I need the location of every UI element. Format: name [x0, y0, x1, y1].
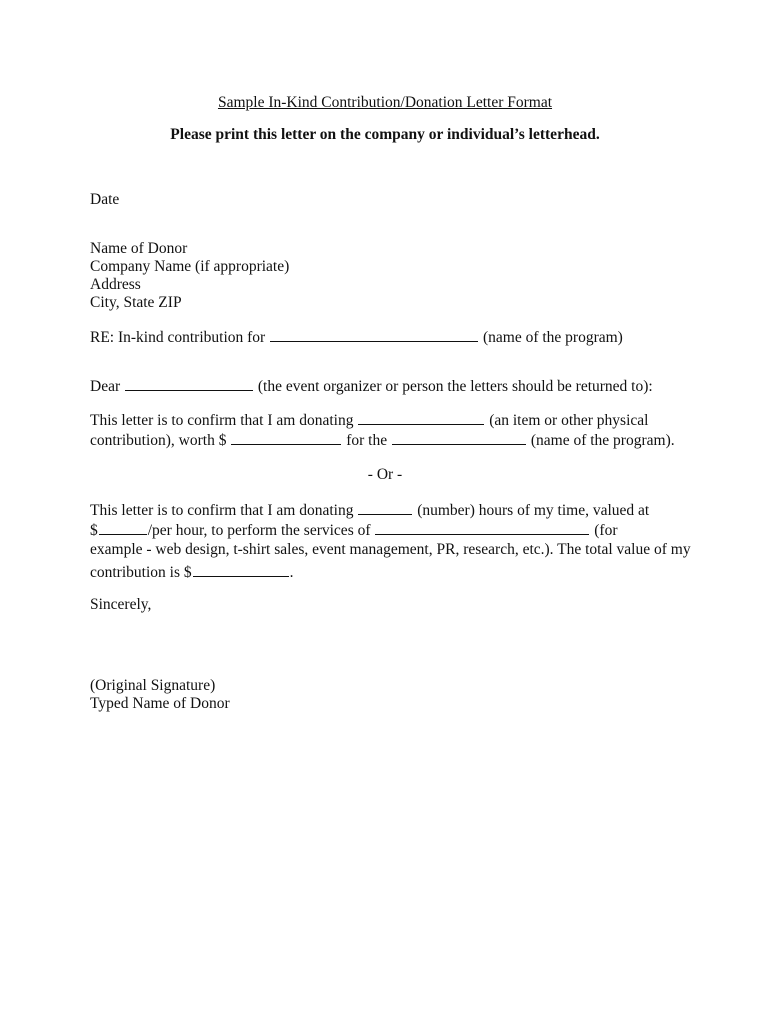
- option1-line1: [90, 410, 648, 430]
- option2-line1-prefix: This letter is to confirm that I am donating: [90, 502, 354, 519]
- option1-program-blank[interactable]: [392, 430, 526, 445]
- total-value-blank[interactable]: [193, 562, 289, 577]
- re-suffix: (name of the program): [482, 329, 623, 346]
- option2-line2-prefix: $: [90, 522, 98, 539]
- signature-label: (Original Signature): [90, 677, 216, 694]
- option1-line2-prefix: contribution), worth $: [90, 432, 227, 449]
- salutation-line: [90, 376, 653, 396]
- donor-company: Company Name (if appropriate): [90, 258, 290, 275]
- program-name-blank[interactable]: [270, 327, 478, 342]
- re-prefix: RE: In-kind contribution for: [90, 329, 266, 346]
- services-blank[interactable]: [375, 520, 589, 535]
- option2-line2-suffix: (for: [594, 522, 618, 539]
- option2-line2-mid: /per hour, to perform the services of: [147, 522, 371, 539]
- option2-line4-prefix: contribution is $: [90, 564, 192, 581]
- option2-line1: [90, 500, 649, 520]
- donated-item-blank[interactable]: [358, 410, 484, 425]
- donor-name: Name of Donor: [90, 240, 188, 257]
- option2-line2: [90, 520, 618, 540]
- option1-line2-mid: for the: [346, 432, 388, 449]
- option2-line4: [90, 562, 293, 582]
- option1-line1-prefix: This letter is to confirm that I am donating: [90, 412, 354, 429]
- option1-line2: [90, 430, 675, 450]
- donor-city: City, State ZIP: [90, 294, 182, 311]
- page-title: Sample In-Kind Contribution/Donation Letter Format: [217, 94, 553, 111]
- hours-blank[interactable]: [358, 500, 412, 515]
- donor-address: Address: [90, 276, 141, 293]
- or-separator: - Or -: [367, 466, 403, 483]
- re-line: [90, 327, 623, 347]
- option2-line4-suffix: .: [289, 564, 294, 581]
- organizer-name-blank[interactable]: [125, 376, 253, 391]
- option2-line3: example - web design, t-shirt sales, event management, PR, research, etc.). The total value of my: [90, 541, 691, 558]
- closing: Sincerely,: [90, 596, 152, 613]
- dear-suffix: (the event organizer or person the letters should be returned to):: [257, 378, 653, 395]
- option2-line1-suffix: (number) hours of my time, valued at: [417, 502, 650, 519]
- option1-line2-suffix: (name of the program).: [530, 432, 675, 449]
- hourly-rate-blank[interactable]: [99, 520, 147, 535]
- date-line: Date: [90, 191, 120, 208]
- dear-prefix: Dear: [90, 378, 121, 395]
- letterhead-instruction: Please print this letter on the company or individual’s letterhead.: [170, 126, 600, 143]
- option1-line1-suffix: (an item or other physical: [489, 412, 649, 429]
- item-value-blank[interactable]: [231, 430, 341, 445]
- typed-name-label: Typed Name of Donor: [90, 695, 230, 712]
